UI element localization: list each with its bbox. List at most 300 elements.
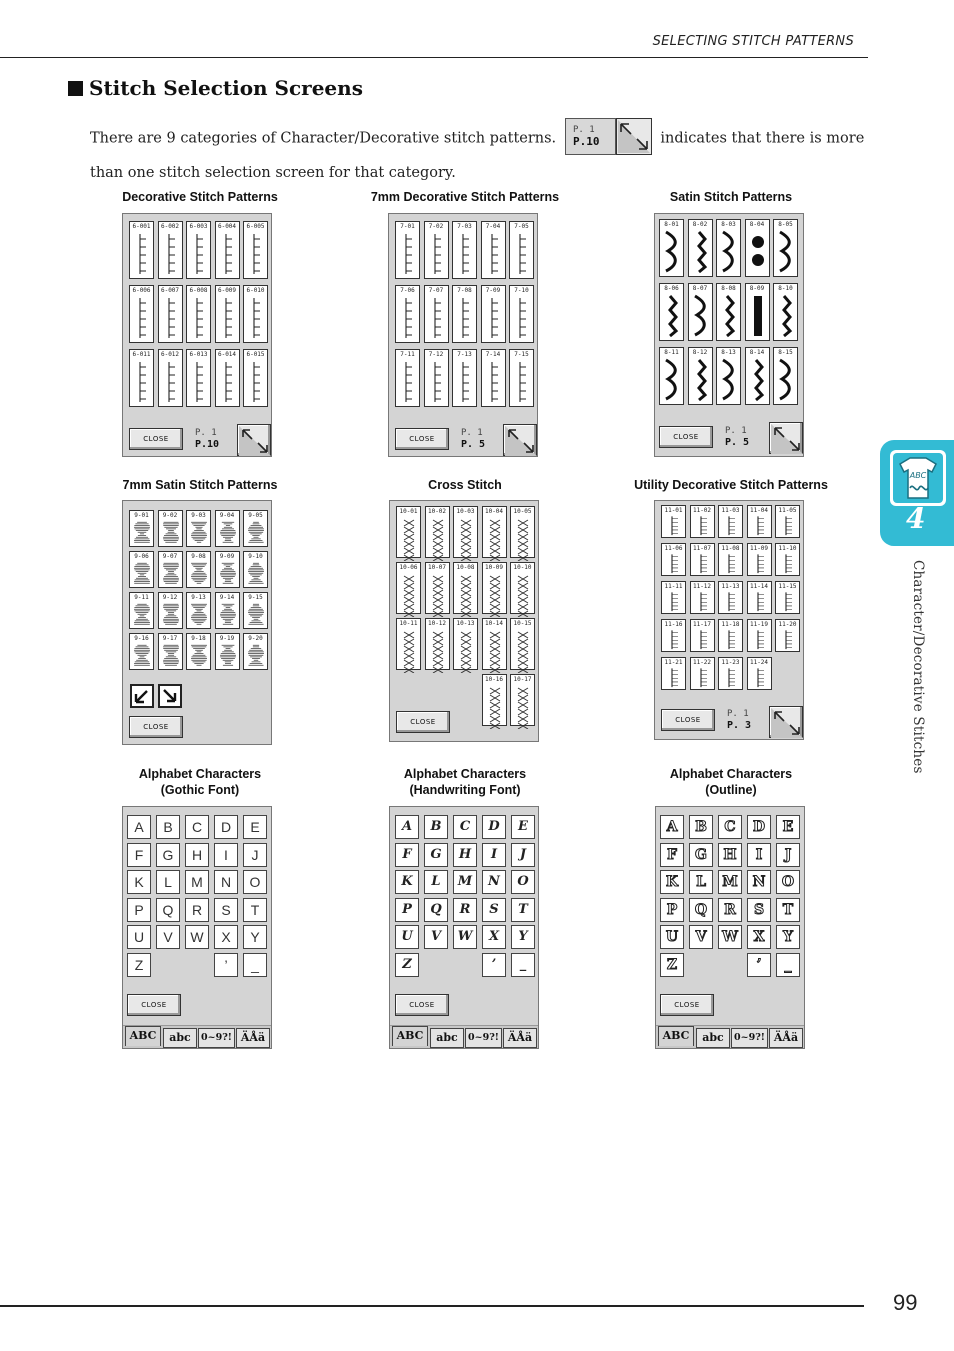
page-nav-button[interactable] bbox=[769, 422, 803, 454]
stitch-pattern-icon bbox=[398, 295, 419, 340]
stitch-pattern-icon bbox=[513, 684, 534, 729]
letter-key[interactable]: U bbox=[395, 925, 419, 949]
letter-key[interactable]: N bbox=[214, 870, 238, 894]
stitch-number: 9-09 bbox=[219, 553, 235, 560]
letter-key[interactable]: V bbox=[156, 925, 180, 949]
letter-key[interactable]: D bbox=[482, 815, 506, 839]
stitch-cell[interactable] bbox=[453, 506, 478, 558]
stitch-pattern-icon bbox=[513, 572, 534, 617]
stitch-cell[interactable] bbox=[215, 349, 240, 407]
stitch-cell[interactable] bbox=[215, 285, 240, 343]
letter-key[interactable]: G bbox=[156, 843, 180, 867]
letter-key[interactable]: ’ bbox=[214, 953, 238, 977]
letter-key[interactable]: A bbox=[127, 815, 151, 839]
stitch-cell[interactable] bbox=[718, 581, 743, 614]
stitch-cell[interactable] bbox=[690, 505, 715, 538]
stitch-cell[interactable] bbox=[481, 349, 506, 407]
stitch-cell[interactable] bbox=[158, 592, 183, 629]
letter-key[interactable]: Z bbox=[395, 953, 419, 977]
stitch-cell[interactable] bbox=[453, 562, 478, 614]
stitch-pattern-icon bbox=[132, 359, 153, 404]
stitch-cell[interactable] bbox=[690, 619, 715, 652]
stitch-number: 11-10 bbox=[778, 545, 797, 552]
stitch-pattern-icon bbox=[748, 357, 769, 402]
letter-key[interactable]: A bbox=[395, 815, 419, 839]
stitch-cell[interactable] bbox=[745, 283, 770, 341]
stitch-cell[interactable] bbox=[718, 657, 743, 690]
stitch-cell[interactable] bbox=[690, 657, 715, 690]
letter-key[interactable]: H bbox=[718, 843, 742, 867]
stitch-number: 8-13 bbox=[721, 349, 736, 356]
stitch-number: 6-013 bbox=[189, 351, 208, 358]
stitch-cell[interactable] bbox=[395, 221, 420, 279]
stitch-cell[interactable] bbox=[395, 349, 420, 407]
stitch-number: 10-08 bbox=[456, 564, 475, 571]
stitch-number: 11-21 bbox=[664, 659, 683, 666]
letter-key[interactable]: P bbox=[660, 898, 684, 922]
tab-charset-1[interactable]: abc bbox=[696, 1028, 730, 1048]
stitch-pattern-icon bbox=[455, 359, 476, 404]
header-rule bbox=[0, 57, 868, 58]
close-button[interactable]: CLOSE bbox=[129, 428, 183, 450]
stitch-cell[interactable] bbox=[186, 592, 211, 629]
tab-charset-3[interactable]: ÄÅä bbox=[503, 1028, 537, 1048]
stitch-cell[interactable] bbox=[129, 633, 154, 670]
stitch-number: 7-02 bbox=[428, 223, 444, 230]
letter-key[interactable]: K bbox=[395, 870, 419, 894]
stitch-cell[interactable] bbox=[424, 285, 449, 343]
stitch-cell[interactable] bbox=[395, 285, 420, 343]
stitch-cell[interactable] bbox=[775, 543, 800, 576]
stitch-number: 6-015 bbox=[246, 351, 265, 358]
letter-key[interactable]: E bbox=[776, 815, 800, 839]
stitch-number: 10-03 bbox=[456, 508, 475, 515]
letter-key[interactable]: S bbox=[482, 898, 506, 922]
letter-key[interactable]: I bbox=[214, 843, 238, 867]
tab-charset-0[interactable]: ABC bbox=[392, 1026, 428, 1046]
stitch-cell[interactable] bbox=[773, 347, 798, 405]
stitch-number: 11-11 bbox=[664, 583, 683, 590]
stitch-pattern-icon bbox=[750, 591, 771, 612]
stitch-cell[interactable] bbox=[747, 619, 772, 652]
stitch-cell[interactable] bbox=[215, 592, 240, 629]
stitch-cell[interactable] bbox=[688, 283, 713, 341]
letter-key[interactable]: E bbox=[243, 815, 267, 839]
inline-page-indicator bbox=[565, 118, 652, 155]
close-button[interactable]: CLOSE bbox=[395, 994, 449, 1016]
stitch-pattern-icon bbox=[778, 515, 799, 536]
letter-key[interactable]: X bbox=[747, 925, 771, 949]
stitch-cell[interactable] bbox=[659, 219, 684, 277]
letter-key[interactable]: F bbox=[395, 843, 419, 867]
letter-key[interactable]: G bbox=[689, 843, 713, 867]
stitch-number: 9-19 bbox=[219, 635, 235, 642]
stitch-cell[interactable] bbox=[186, 221, 211, 279]
tab-charset-0[interactable]: ABC bbox=[125, 1026, 161, 1046]
stitch-pattern-icon bbox=[513, 516, 534, 561]
letter-key[interactable]: L bbox=[424, 870, 448, 894]
letter-key[interactable]: Q bbox=[689, 898, 713, 922]
stitch-cell[interactable] bbox=[452, 221, 477, 279]
letter-key[interactable]: K bbox=[127, 870, 151, 894]
letter-key[interactable]: M bbox=[185, 870, 209, 894]
stitch-cell[interactable] bbox=[509, 221, 534, 279]
letter-key[interactable]: U bbox=[660, 925, 684, 949]
stitch-cell[interactable] bbox=[509, 285, 534, 343]
stitch-pattern-icon bbox=[218, 520, 239, 545]
stitch-cell[interactable] bbox=[243, 633, 268, 670]
letter-key[interactable]: _ bbox=[776, 953, 800, 977]
close-button[interactable]: CLOSE bbox=[659, 426, 713, 448]
label-satin7: 7mm Satin Stitch Patterns bbox=[122, 478, 278, 492]
stitch-cell[interactable] bbox=[186, 349, 211, 407]
letter-key[interactable]: K bbox=[660, 870, 684, 894]
stitch-pattern-icon bbox=[218, 231, 239, 276]
letter-key[interactable]: O bbox=[776, 870, 800, 894]
letter-key[interactable]: ’ bbox=[747, 953, 771, 977]
stitch-number: 6-004 bbox=[217, 223, 237, 230]
letter-key[interactable]: X bbox=[482, 925, 506, 949]
letter-key[interactable]: Q bbox=[424, 898, 448, 922]
letter-key[interactable]: S bbox=[747, 898, 771, 922]
label-utility: Utility Decorative Stitch Patterns bbox=[634, 478, 828, 492]
letter-key[interactable]: I bbox=[482, 843, 506, 867]
stitch-cell[interactable] bbox=[452, 285, 477, 343]
letter-key[interactable]: X bbox=[214, 925, 238, 949]
stitch-cell[interactable] bbox=[690, 543, 715, 576]
stitch-pattern-icon bbox=[428, 516, 449, 561]
stitch-cell[interactable] bbox=[510, 618, 535, 670]
stitch-number: 8-11 bbox=[664, 349, 679, 356]
letter-key[interactable]: N bbox=[747, 870, 771, 894]
chapter-number: 4 bbox=[906, 502, 926, 535]
stitch-cell[interactable] bbox=[129, 510, 154, 547]
stitch-cell[interactable] bbox=[186, 510, 211, 547]
letter-key[interactable]: S bbox=[214, 898, 238, 922]
letter-key[interactable]: C bbox=[453, 815, 477, 839]
stitch-cell[interactable] bbox=[775, 581, 800, 614]
letter-key[interactable]: D bbox=[214, 815, 238, 839]
stitch-cell[interactable] bbox=[425, 562, 450, 614]
tab-charset-0[interactable]: ABC bbox=[658, 1026, 694, 1046]
stitch-cell[interactable] bbox=[747, 543, 772, 576]
letter-key[interactable]: _ bbox=[243, 953, 267, 977]
stitch-pattern-icon bbox=[399, 628, 420, 673]
stitch-cell[interactable] bbox=[773, 283, 798, 341]
letter-key[interactable]: Y bbox=[243, 925, 267, 949]
stitch-cell[interactable] bbox=[659, 347, 684, 405]
stitch-cell[interactable] bbox=[396, 562, 421, 614]
stitch-pattern-icon bbox=[132, 231, 153, 276]
stitch-number: 11-07 bbox=[692, 545, 712, 552]
letter-key[interactable]: N bbox=[482, 870, 506, 894]
letter-key[interactable]: T bbox=[243, 898, 267, 922]
close-button[interactable]: CLOSE bbox=[660, 994, 714, 1016]
stitch-pattern-icon bbox=[246, 295, 267, 340]
letter-key[interactable]: P bbox=[127, 898, 151, 922]
scroll-up-button[interactable] bbox=[130, 684, 154, 708]
stitch-cell[interactable] bbox=[129, 592, 154, 629]
letter-key[interactable]: W bbox=[185, 925, 209, 949]
stitch-pattern-icon bbox=[161, 295, 182, 340]
stitch-cell[interactable] bbox=[773, 219, 798, 277]
stitch-cell[interactable] bbox=[510, 562, 535, 614]
letter-key[interactable]: R bbox=[185, 898, 209, 922]
stitch-cell[interactable] bbox=[129, 221, 154, 279]
stitch-cell[interactable] bbox=[453, 618, 478, 670]
stitch-cell[interactable] bbox=[243, 349, 268, 407]
stitch-cell[interactable] bbox=[243, 551, 268, 588]
tab-charset-2[interactable]: 0~9?! bbox=[465, 1028, 502, 1048]
page-nav-button[interactable] bbox=[769, 706, 803, 738]
stitch-number: 11-16 bbox=[664, 621, 683, 628]
stitch-cell[interactable] bbox=[243, 285, 268, 343]
stitch-cell[interactable] bbox=[243, 221, 268, 279]
stitch-cell[interactable] bbox=[424, 349, 449, 407]
stitch-cell[interactable] bbox=[425, 618, 450, 670]
satin7-stitch-panel bbox=[122, 500, 272, 745]
stitch-number: 9-06 bbox=[134, 553, 149, 560]
letter-key[interactable]: Q bbox=[156, 898, 180, 922]
stitch-cell[interactable] bbox=[775, 619, 800, 652]
stitch-cell[interactable] bbox=[509, 349, 534, 407]
stitch-cell[interactable] bbox=[452, 349, 477, 407]
stitch-cell[interactable] bbox=[481, 221, 506, 279]
stitch-pattern-icon bbox=[748, 229, 769, 274]
letter-key[interactable]: W bbox=[718, 925, 742, 949]
stitch-cell[interactable] bbox=[716, 283, 741, 341]
stitch-pattern-icon bbox=[246, 602, 267, 627]
stitch-cell[interactable] bbox=[396, 506, 421, 558]
stitch-number: 11-02 bbox=[692, 507, 712, 514]
letter-key[interactable]: R bbox=[453, 898, 477, 922]
letter-key[interactable]: A bbox=[660, 815, 684, 839]
letter-key[interactable]: L bbox=[689, 870, 713, 894]
stitch-number: 7-03 bbox=[457, 223, 472, 230]
letter-key[interactable]: Y bbox=[511, 925, 535, 949]
stitch-number: 9-18 bbox=[191, 635, 206, 642]
stitch-pattern-icon bbox=[485, 516, 506, 561]
stitch-cell[interactable] bbox=[482, 618, 507, 670]
stitch-cell[interactable] bbox=[747, 657, 772, 690]
tab-charset-2[interactable]: 0~9?! bbox=[198, 1028, 235, 1048]
stitch-cell[interactable] bbox=[716, 219, 741, 277]
stitch-pattern-icon bbox=[750, 667, 771, 688]
intro-paragraph bbox=[90, 120, 870, 190]
stitch-cell[interactable] bbox=[688, 219, 713, 277]
stitch-number: 7-15 bbox=[514, 351, 529, 358]
stitch-pattern-icon bbox=[664, 629, 685, 650]
stitch-cell[interactable] bbox=[661, 543, 686, 576]
letter-key[interactable]: Y bbox=[776, 925, 800, 949]
stitch-cell[interactable] bbox=[718, 543, 743, 576]
stitch-cell[interactable] bbox=[775, 505, 800, 538]
stitch-cell[interactable] bbox=[661, 505, 686, 538]
stitch-cell[interactable] bbox=[186, 285, 211, 343]
stitch-pattern-icon bbox=[132, 561, 153, 586]
stitch-cell[interactable] bbox=[510, 674, 535, 726]
stitch-pattern-icon bbox=[218, 602, 239, 627]
stitch-cell[interactable] bbox=[661, 581, 686, 614]
stitch-number: 9-05 bbox=[248, 512, 263, 519]
stitch-number: 11-18 bbox=[721, 621, 740, 628]
stitch-pattern-icon bbox=[246, 231, 267, 276]
letter-key[interactable]: C bbox=[185, 815, 209, 839]
letter-key[interactable]: B bbox=[424, 815, 448, 839]
letter-key[interactable]: O bbox=[243, 870, 267, 894]
stitch-cell[interactable] bbox=[659, 283, 684, 341]
stitch-cell[interactable] bbox=[747, 581, 772, 614]
stitch-number: 10-12 bbox=[427, 620, 447, 627]
stitch-number: 7-01 bbox=[400, 223, 415, 230]
stitch-number: 10-01 bbox=[399, 508, 418, 515]
tab-charset-1[interactable]: abc bbox=[430, 1028, 464, 1048]
stitch-cell[interactable] bbox=[158, 349, 183, 407]
stitch-number: 11-22 bbox=[692, 659, 712, 666]
stitch-pattern-icon bbox=[189, 520, 210, 545]
page-nav-button[interactable] bbox=[503, 424, 537, 456]
letter-key[interactable]: C bbox=[718, 815, 742, 839]
close-button[interactable]: CLOSE bbox=[127, 994, 181, 1016]
letter-key[interactable]: E bbox=[511, 815, 535, 839]
stitch-pattern-icon bbox=[218, 295, 239, 340]
stitch-cell[interactable] bbox=[481, 285, 506, 343]
outline-alphabet-panel bbox=[655, 806, 805, 1049]
square-bullet-icon bbox=[68, 81, 83, 96]
letter-key[interactable]: V bbox=[424, 925, 448, 949]
footer-rule bbox=[0, 1305, 864, 1307]
stitch-cell[interactable] bbox=[243, 510, 268, 547]
stitch-cell[interactable] bbox=[186, 551, 211, 588]
stitch-cell[interactable] bbox=[158, 633, 183, 670]
scroll-down-button[interactable] bbox=[158, 684, 182, 708]
stitch-cell[interactable] bbox=[158, 510, 183, 547]
letter-key[interactable]: R bbox=[718, 898, 742, 922]
stitch-number: 9-13 bbox=[191, 594, 206, 601]
stitch-cell[interactable] bbox=[186, 633, 211, 670]
stitch-number: 9-08 bbox=[191, 553, 206, 560]
stitch-cell[interactable] bbox=[215, 551, 240, 588]
stitch-cell[interactable] bbox=[243, 592, 268, 629]
stitch-cell[interactable] bbox=[661, 657, 686, 690]
stitch-number: 10-14 bbox=[484, 620, 504, 627]
letter-key[interactable]: F bbox=[127, 843, 151, 867]
stitch-pattern-icon bbox=[719, 357, 740, 402]
letter-key[interactable]: Z bbox=[660, 953, 684, 977]
decorative7-stitch-panel bbox=[388, 213, 538, 457]
page-nav-button[interactable] bbox=[237, 424, 271, 456]
stitch-number: 9-11 bbox=[134, 594, 149, 601]
stitch-cell[interactable] bbox=[690, 581, 715, 614]
letter-key[interactable]: I bbox=[747, 843, 771, 867]
letter-key[interactable]: D bbox=[747, 815, 771, 839]
close-button[interactable]: CLOSE bbox=[661, 709, 715, 731]
stitch-cell[interactable] bbox=[158, 551, 183, 588]
letter-key[interactable]: U bbox=[127, 925, 151, 949]
stitch-number: 11-08 bbox=[721, 545, 740, 552]
stitch-cell[interactable] bbox=[158, 285, 183, 343]
stitch-cell[interactable] bbox=[129, 349, 154, 407]
letter-key[interactable]: L bbox=[156, 870, 180, 894]
stitch-pattern-icon bbox=[132, 520, 153, 545]
stitch-number: 10-15 bbox=[513, 620, 532, 627]
letter-key[interactable]: B bbox=[689, 815, 713, 839]
letter-key[interactable]: G bbox=[424, 843, 448, 867]
stitch-number: 8-09 bbox=[749, 285, 765, 292]
stitch-cell[interactable] bbox=[424, 221, 449, 279]
letter-key[interactable]: H bbox=[185, 843, 209, 867]
stitch-cell[interactable] bbox=[745, 347, 770, 405]
tab-charset-3[interactable]: ÄÅä bbox=[769, 1028, 803, 1048]
stitch-cell[interactable] bbox=[718, 619, 743, 652]
stitch-pattern-icon bbox=[512, 295, 533, 340]
stitch-cell[interactable] bbox=[482, 562, 507, 614]
stitch-number: 7-09 bbox=[485, 287, 501, 294]
letter-key[interactable]: J bbox=[511, 843, 535, 867]
stitch-cell[interactable] bbox=[661, 619, 686, 652]
letter-key[interactable]: ’ bbox=[482, 953, 506, 977]
stitch-pattern-icon bbox=[693, 629, 714, 650]
stitch-cell[interactable] bbox=[718, 505, 743, 538]
stitch-pattern-icon bbox=[189, 295, 210, 340]
cross-stitch-panel bbox=[389, 500, 539, 742]
letter-key[interactable]: Z bbox=[127, 953, 151, 977]
letter-key[interactable]: B bbox=[156, 815, 180, 839]
close-button[interactable]: CLOSE bbox=[129, 716, 183, 738]
stitch-pattern-icon bbox=[484, 295, 505, 340]
stitch-number: 10-04 bbox=[484, 508, 504, 515]
letter-key[interactable]: _ bbox=[511, 953, 535, 977]
stitch-cell[interactable] bbox=[215, 633, 240, 670]
letter-key[interactable]: J bbox=[243, 843, 267, 867]
stitch-number: 6-008 bbox=[189, 287, 208, 294]
stitch-cell[interactable] bbox=[482, 506, 507, 558]
letter-key[interactable]: J bbox=[776, 843, 800, 867]
letter-key[interactable]: F bbox=[660, 843, 684, 867]
stitch-number: 8-02 bbox=[692, 221, 708, 228]
tab-charset-2[interactable]: 0~9?! bbox=[731, 1028, 768, 1048]
stitch-cell[interactable] bbox=[688, 347, 713, 405]
stitch-cell[interactable] bbox=[215, 510, 240, 547]
stitch-cell[interactable] bbox=[482, 674, 507, 726]
stitch-cell[interactable] bbox=[215, 221, 240, 279]
letter-key[interactable]: P bbox=[395, 898, 419, 922]
letter-key[interactable]: W bbox=[453, 925, 477, 949]
stitch-pattern-icon bbox=[428, 628, 449, 673]
letter-key[interactable]: H bbox=[453, 843, 477, 867]
stitch-cell[interactable] bbox=[510, 506, 535, 558]
stitch-number: 7-14 bbox=[485, 351, 501, 358]
tab-charset-1[interactable]: abc bbox=[163, 1028, 197, 1048]
close-button[interactable]: CLOSE bbox=[396, 711, 450, 733]
stitch-cell[interactable] bbox=[129, 285, 154, 343]
letter-key[interactable]: T bbox=[776, 898, 800, 922]
stitch-cell[interactable] bbox=[745, 219, 770, 277]
close-button[interactable]: CLOSE bbox=[395, 428, 449, 450]
letter-key[interactable]: M bbox=[718, 870, 742, 894]
letter-key[interactable]: T bbox=[511, 898, 535, 922]
stitch-cell[interactable] bbox=[396, 618, 421, 670]
letter-key[interactable]: O bbox=[511, 870, 535, 894]
stitch-cell[interactable] bbox=[747, 505, 772, 538]
stitch-cell[interactable] bbox=[129, 551, 154, 588]
stitch-cell[interactable] bbox=[425, 506, 450, 558]
tab-charset-3[interactable]: ÄÅä bbox=[236, 1028, 270, 1048]
stitch-cell[interactable] bbox=[716, 347, 741, 405]
letter-key[interactable]: V bbox=[689, 925, 713, 949]
letter-key[interactable]: M bbox=[453, 870, 477, 894]
stitch-cell[interactable] bbox=[158, 221, 183, 279]
